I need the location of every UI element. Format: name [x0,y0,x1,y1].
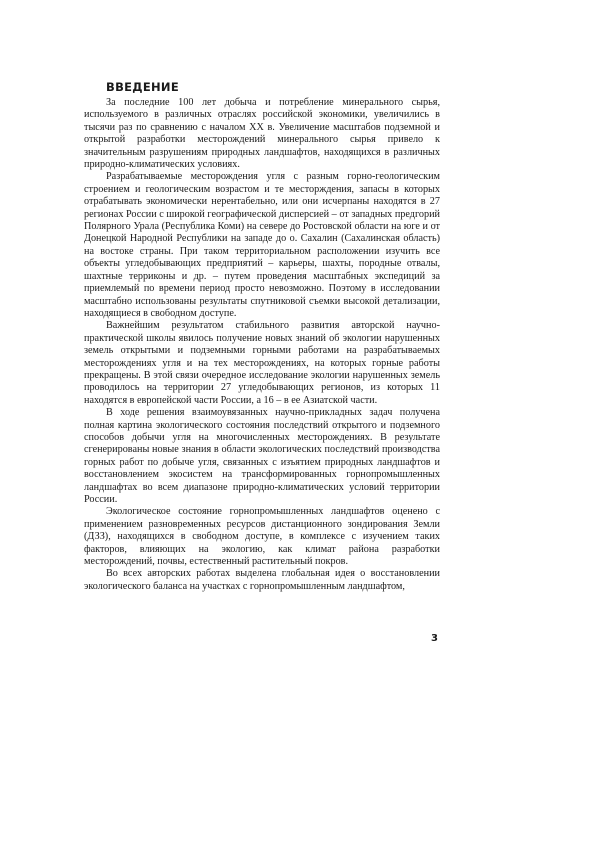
paragraph: За последние 100 лет добыча и потребление минерального сырья, используемого в различных отраслях российской экономики, увеличились в тысячи раз по сравнению с началом XX в. Увеличение масштабов подземной и открытой разработки месторождений минерального сырья привело к значительным разрушениям природных ландшафтов, находящихся в различных природно-климатических условиях. [84,97,440,171]
paragraph: В ходе решения взаимоувязанных научно-прикладных задач получена полная картина экологического состояния последствий открытого и подземного способов добычи угля на многочисленных месторождениях. В результате сгенерированы новые знания в области экологических последствий производства горных работ по добыче угля, связанных с изъятием природных ландшафтов и восстановлением экосистем на трансформированных горнопромышленных ландшафтах во всем диапазоне природно-климатических условий территории России. [84,407,440,505]
paragraph: Экологическое состояние горнопромышленных ландшафтов оценено с применением разновременных ресурсов дистанционного зондирования Земли (ДЗЗ), находящихся в свободном доступе, в комплексе с изучением таких факторов, влияющих на экологию, как климат района разработки месторождений, почвы, естественный растительный покров. [84,506,440,568]
body-text [84,97,440,593]
paragraph: Разрабатываемые месторождения угля с разным горно-геологическим строением и геологическим возрастом и те месторждения, запасы в которых отрабатывать экономически нерентабельно, или они исчерпаны находятся в 27 регионах России с широкой географической дисперсией – от западных предгорий Полярного Урала (Республика Коми) на севере до Ростовской области на юге и от Донецкой Народной Республики на западе до о. Сахалин (Сахалинская область) на востоке страны. При таком территориальном расположении изучить все объекты угледобывающих предприятий – карьеры, шахты, породные отвалы, шахтные терриконы и др. – путем проведения масштабных экспедиций за приемлемый по времени период просто невозможно. Поэтому в исследовании масштабно использованы результаты спутниковой съемки высокой детализации, находящиеся в свободном доступе. [84,171,440,319]
paragraph: Важнейшим результатом стабильного развития авторской научно-практической школы явилось получение новых знаний об экологии нарушенных земель открытыми и подземными горными работами на разрабатываемых месторождениях угля и на тех месторождениях, на которых горные работы прекращены. В этой связи очередное исследование экологии нарушенных земель проводилось на территории 27 угледобывающих регионов, из которых 11 находятся в европейской части России, а 16 – в ее Азиатской части. [84,320,440,406]
paragraph: Во всех авторских работах выделена глобальная идея о восстановлении экологического баланса на участках с горнопромышленным ландшафтом, [84,568,440,592]
page-number: 3 [431,633,438,644]
section-heading: ВВЕДЕНИЕ [106,80,179,94]
